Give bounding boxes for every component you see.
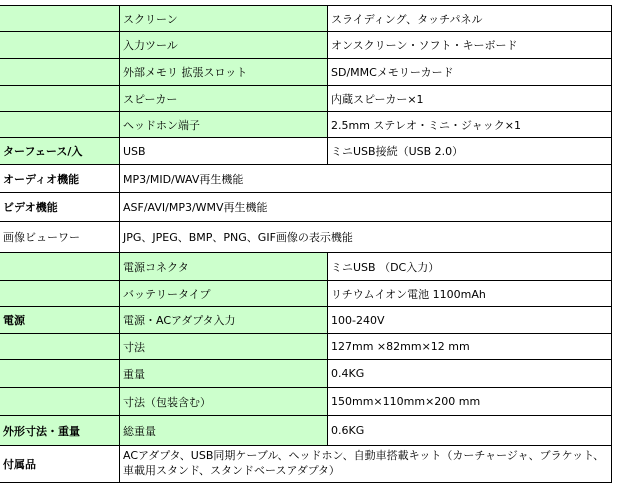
- spec-value-cell-text: リチウムイオン電池 1100mAh: [331, 287, 486, 301]
- spec-name-cell-text: 電源コネクタ: [123, 260, 189, 274]
- category-cell[interactable]: [0, 334, 120, 360]
- category-cell-text: オーディオ機能: [3, 172, 80, 186]
- spec-value-cell-text: 100-240V: [331, 313, 385, 327]
- category-cell[interactable]: [0, 112, 120, 138]
- spec-value-cell-text: 内蔵スピーカー×1: [331, 92, 424, 106]
- category-cell[interactable]: [0, 138, 120, 165]
- spec-name-cell[interactable]: [120, 5, 328, 32]
- category-cell-text: 付属品: [3, 458, 36, 471]
- category-cell[interactable]: [0, 253, 120, 281]
- spec-name-cell-text: 総重量: [123, 424, 156, 438]
- spec-name-cell[interactable]: [120, 388, 328, 416]
- spec-value-cell-text: 150mm×110mm×200 mm: [331, 395, 481, 408]
- spec-name-cell-text: バッテリータイプ: [123, 287, 211, 301]
- spec-merged-cell[interactable]: [120, 165, 612, 193]
- spec-merged-cell-text: MP3/MID/WAV再生機能: [123, 172, 244, 186]
- category-cell[interactable]: [0, 360, 120, 388]
- category-cell[interactable]: [0, 222, 120, 253]
- spec-value-cell[interactable]: [328, 307, 612, 334]
- spec-value-cell-text: ミニUSB接続（USB 2.0）: [331, 145, 464, 158]
- category-cell-text: ビデオ機能: [3, 201, 58, 214]
- spec-name-cell[interactable]: [120, 112, 328, 138]
- spec-value-cell[interactable]: [328, 416, 612, 446]
- category-cell-text: 外形寸法・重量: [3, 424, 80, 438]
- spec-name-cell[interactable]: [120, 281, 328, 307]
- spec-value-cell-text: 0.6KG: [331, 424, 365, 437]
- spec-value-cell-text: 0.4KG: [331, 367, 365, 380]
- spec-name-cell-text: 入力ツール: [123, 39, 178, 52]
- spec-value-cell[interactable]: [328, 281, 612, 307]
- spec-value-cell-text: スライディング、タッチパネル: [331, 12, 483, 26]
- category-cell[interactable]: [0, 446, 120, 483]
- category-cell[interactable]: [0, 388, 120, 416]
- spec-value-cell[interactable]: [328, 360, 612, 388]
- spec-name-cell[interactable]: [120, 138, 328, 165]
- spec-name-cell-text: スクリーン: [123, 12, 178, 26]
- spec-value-cell-text: SD/MMCメモリーカード: [331, 66, 454, 79]
- spec-value-cell[interactable]: [328, 86, 612, 112]
- spec-value-cell-text: 2.5mm ステレオ・ミニ・ジャック×1: [331, 118, 521, 132]
- spec-name-cell[interactable]: [120, 253, 328, 281]
- spec-name-cell[interactable]: [120, 334, 328, 360]
- spec-name-cell-text: 寸法（包装含む）: [123, 395, 211, 409]
- spec-name-cell-text: USB: [123, 144, 146, 158]
- spec-name-cell-text: スピーカー: [123, 92, 178, 106]
- spec-merged-cell[interactable]: [120, 446, 612, 483]
- category-cell[interactable]: [0, 32, 120, 59]
- spec-value-cell-text: 127mm ×82mm×12 mm: [331, 340, 470, 353]
- spec-value-cell[interactable]: [328, 112, 612, 138]
- spec-name-cell-text: ヘッドホン端子: [123, 118, 200, 132]
- spec-value-cell[interactable]: [328, 59, 612, 86]
- spec-name-cell-text: 寸法: [123, 340, 145, 354]
- spec-value-cell[interactable]: [328, 5, 612, 32]
- spec-value-cell[interactable]: [328, 334, 612, 360]
- spec-value-cell[interactable]: [328, 388, 612, 416]
- spec-name-cell[interactable]: [120, 59, 328, 86]
- spec-value-cell-text: ミニUSB （DC入力）: [331, 260, 440, 274]
- spec-merged-cell-text: ASF/AVI/MP3/WMV再生機能: [123, 201, 268, 214]
- category-cell[interactable]: [0, 5, 120, 32]
- spec-merged-cell[interactable]: [120, 222, 612, 253]
- category-cell[interactable]: [0, 193, 120, 222]
- spec-value-cell[interactable]: [328, 138, 612, 165]
- category-cell[interactable]: [0, 281, 120, 307]
- category-cell[interactable]: [0, 59, 120, 86]
- spec-name-cell-text: 電源・ACアダプタ入力: [123, 314, 236, 327]
- spec-merged-cell-text: ACアダプタ、USB同期ケーブル、ヘッドホン、自動車搭載キット（カーチャージャ、ブラケット、車載用スタンド、スタンドベースアダプタ）: [123, 449, 605, 477]
- spec-value-cell[interactable]: [328, 32, 612, 59]
- spec-name-cell-text: 重量: [123, 367, 145, 381]
- category-cell[interactable]: [0, 165, 120, 193]
- spec-name-cell[interactable]: [120, 32, 328, 59]
- spec-name-cell[interactable]: [120, 307, 328, 334]
- spec-value-cell-text: オンスクリーン・ソフト・キーボード: [331, 39, 518, 52]
- spec-name-cell[interactable]: [120, 86, 328, 112]
- spec-value-cell[interactable]: [328, 253, 612, 281]
- category-cell-text: 電源: [3, 314, 25, 327]
- spec-merged-cell[interactable]: [120, 193, 612, 222]
- spec-name-cell-text: 外部メモリ 拡張スロット: [123, 66, 248, 79]
- spec-merged-cell-text: JPG、JPEG、BMP、PNG、GIF画像の表示機能: [123, 231, 353, 244]
- category-cell[interactable]: [0, 307, 120, 334]
- category-cell-text: 画像ビューワー: [3, 231, 80, 244]
- category-cell-text: ターフェース/入: [3, 145, 83, 158]
- category-cell[interactable]: [0, 86, 120, 112]
- spec-name-cell[interactable]: [120, 360, 328, 388]
- category-cell[interactable]: [0, 416, 120, 446]
- spec-name-cell[interactable]: [120, 416, 328, 446]
